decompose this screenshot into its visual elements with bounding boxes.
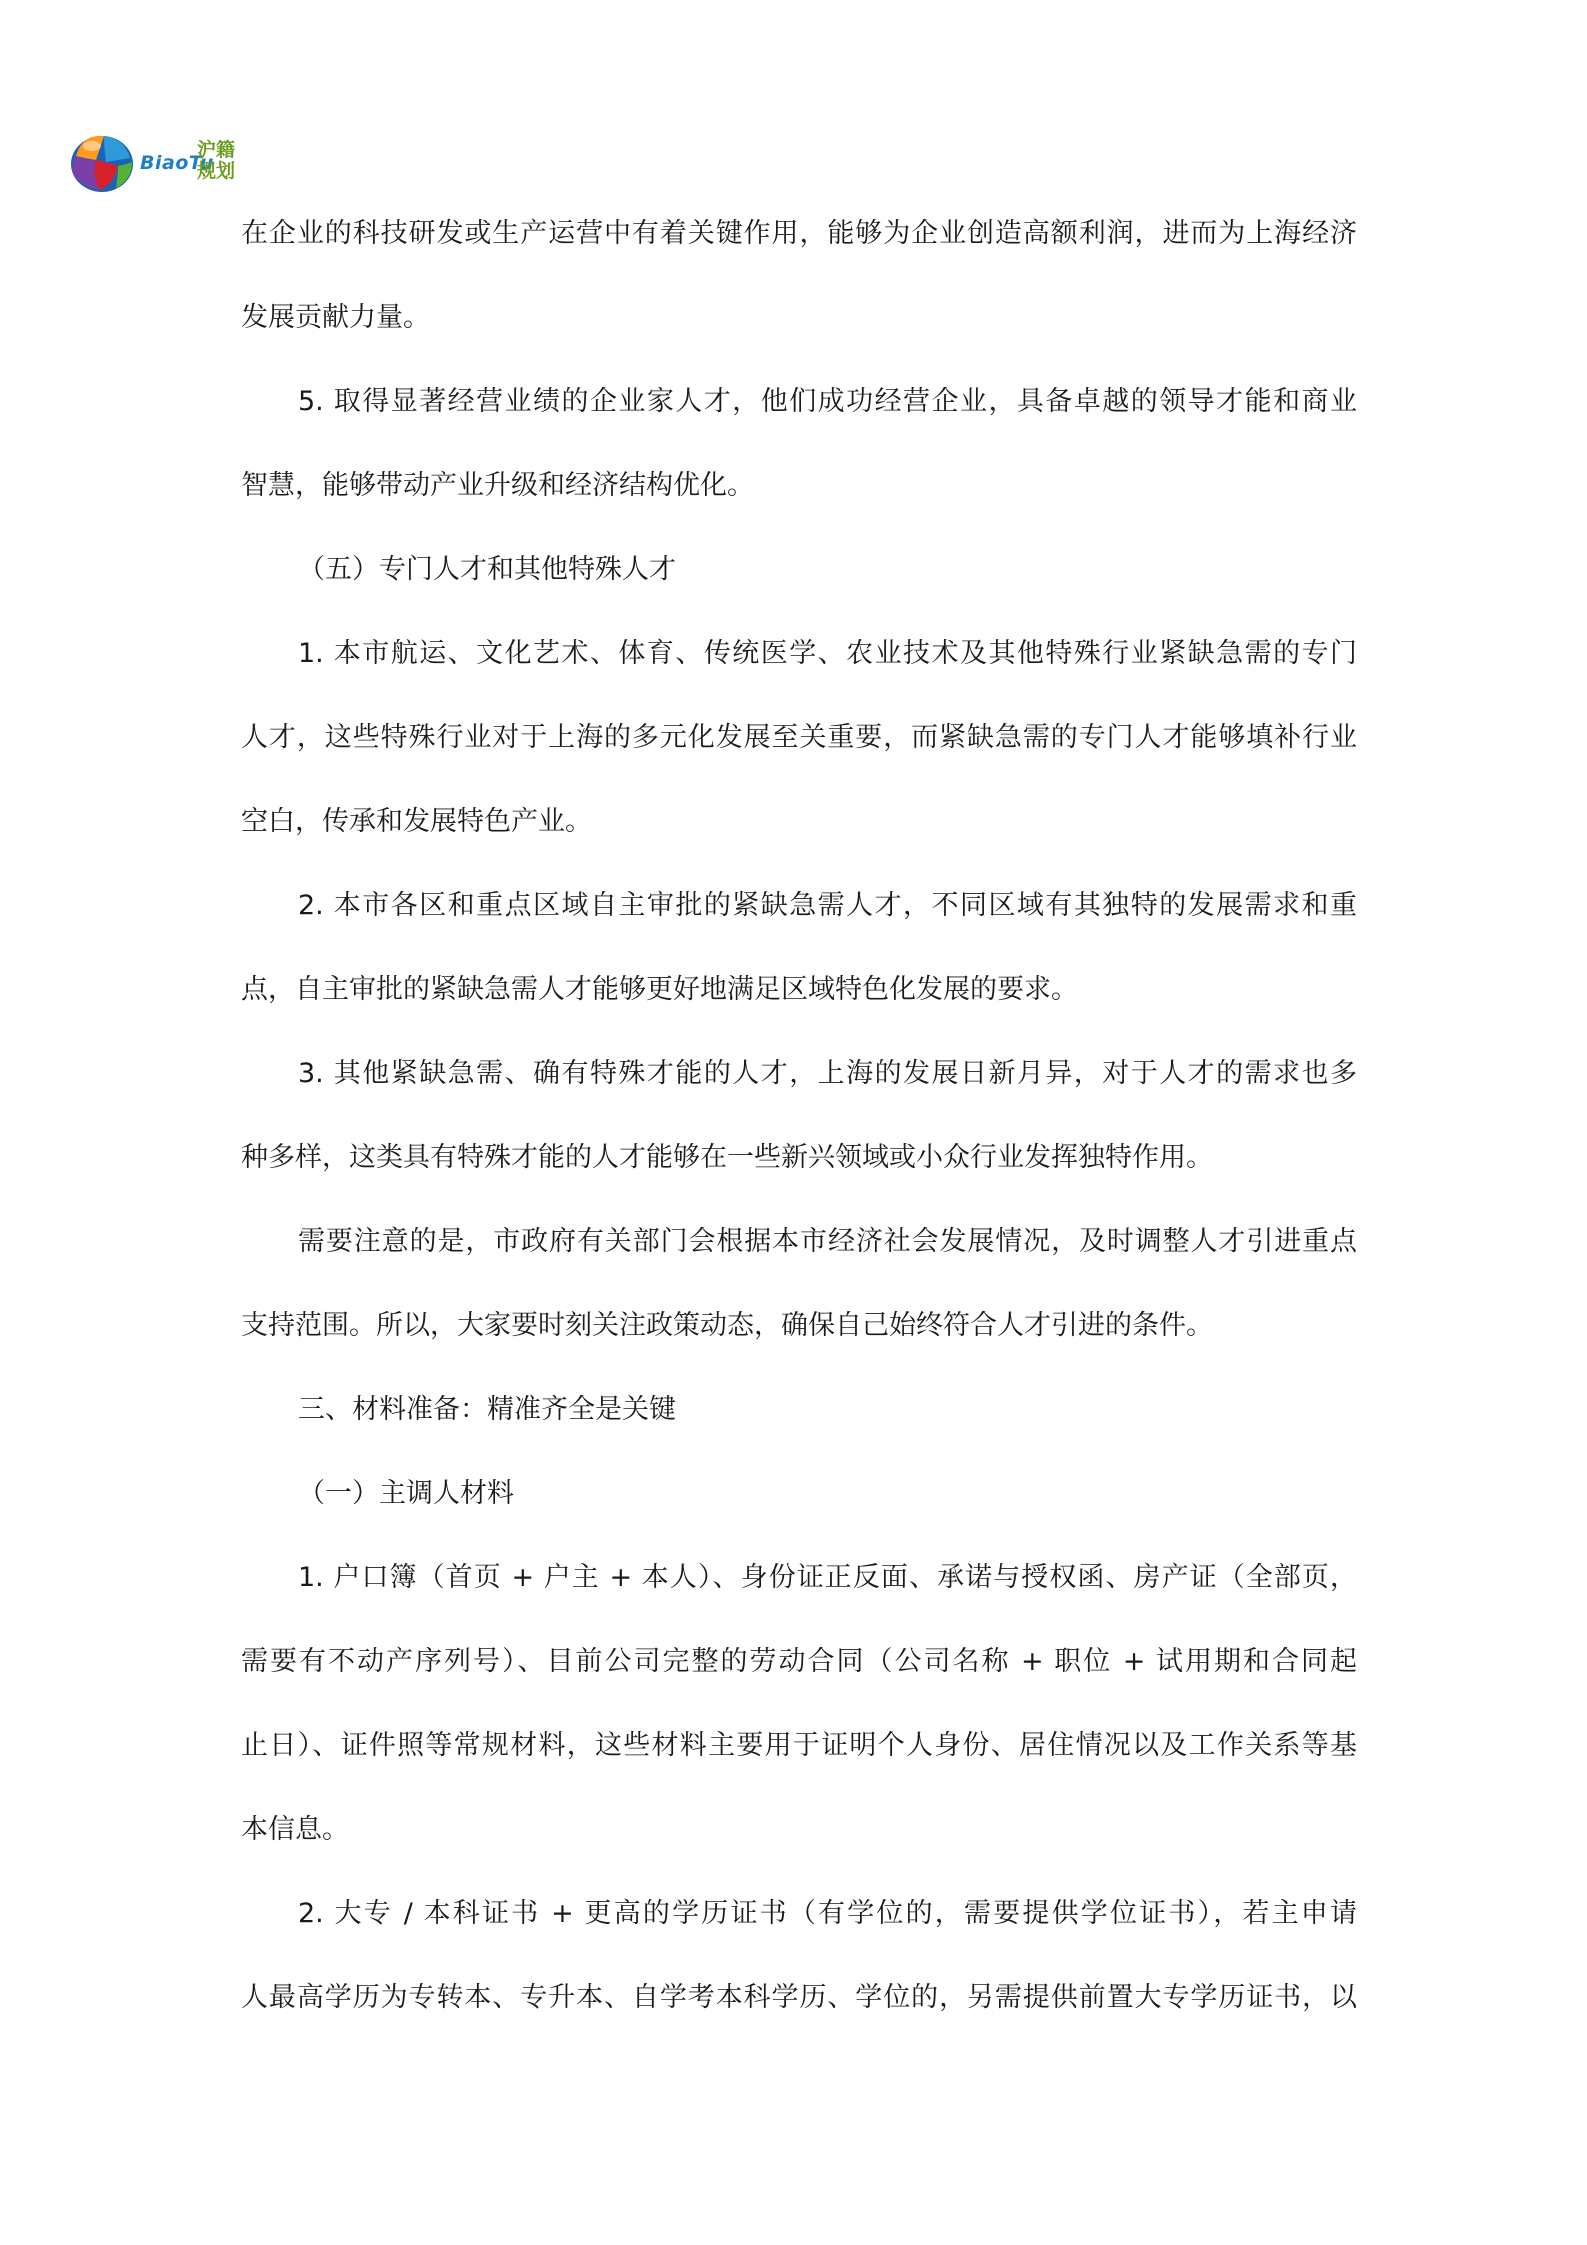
document-body	[241, 200, 1357, 2048]
text-line: 2. 大专 / 本科证书 + 更高的学历证书（有学位的，需要提供学位证书），若主申请	[298, 1898, 1357, 1929]
text-line: 空白，传承和发展特色产业。	[241, 806, 592, 837]
text-line: 5. 取得显著经营业绩的企业家人才，他们成功经营企业，具备卓越的领导才能和商业	[298, 386, 1357, 417]
section-heading: （五）专门人才和其他特殊人才	[298, 554, 676, 585]
text-line: 在企业的科技研发或生产运营中有着关键作用，能够为企业创造高额利润，进而为上海经济	[241, 218, 1357, 249]
biaotu-logo	[66, 126, 256, 196]
logo-latin-text: BiaoTu	[140, 152, 214, 174]
text-line: 3. 其他紧缺急需、确有特殊才能的人才，上海的发展日新月异，对于人才的需求也多	[298, 1058, 1357, 1089]
text-line: 止日）、证件照等常规材料，这些材料主要用于证明个人身份、居住情况以及工作关系等基	[241, 1730, 1357, 1761]
text-line: 2. 本市各区和重点区域自主审批的紧缺急需人才，不同区域有其独特的发展需求和重	[298, 890, 1357, 921]
text-line: 点，自主审批的紧缺急需人才能够更好地满足区域特色化发展的要求。	[241, 974, 1078, 1005]
text-line: 支持范围。所以，大家要时刻关注政策动态，确保自己始终符合人才引进的条件。	[241, 1310, 1213, 1341]
logo-chinese-line: 规划	[197, 160, 236, 182]
text-line: 发展贡献力量。	[241, 302, 430, 333]
section-heading: 三、材料准备：精准齐全是关键	[298, 1394, 676, 1425]
text-line: 1. 户口簿（首页 + 户主 + 本人）、身份证正反面、承诺与授权函、房产证（全部页，	[298, 1562, 1357, 1593]
logo-chinese-text	[197, 140, 241, 182]
text-line: 需要有不动产序列号）、目前公司完整的劳动合同（公司名称 + 职位 + 试用期和合同起	[241, 1646, 1357, 1677]
text-line: 需要注意的是，市政府有关部门会根据本市经济社会发展情况，及时调整人才引进重点	[298, 1226, 1357, 1257]
text-line: 1. 本市航运、文化艺术、体育、传统医学、农业技术及其他特殊行业紧缺急需的专门	[298, 638, 1357, 669]
logo-chinese-line: 沪籍	[197, 139, 236, 161]
text-line: 人最高学历为专转本、专升本、自学考本科学历、学位的，另需提供前置大专学历证书，以	[241, 1982, 1357, 2013]
text-line: 种多样，这类具有特殊才能的人才能够在一些新兴领域或小众行业发挥独特作用。	[241, 1142, 1213, 1173]
text-line: 智慧，能够带动产业升级和经济结构优化。	[241, 470, 754, 501]
logo-sphere-icon	[66, 126, 142, 196]
text-line: 本信息。	[241, 1814, 349, 1845]
text-line: 人才，这些特殊行业对于上海的多元化发展至关重要，而紧缺急需的专门人才能够填补行业	[241, 722, 1357, 753]
section-heading: （一）主调人材料	[298, 1478, 514, 1509]
